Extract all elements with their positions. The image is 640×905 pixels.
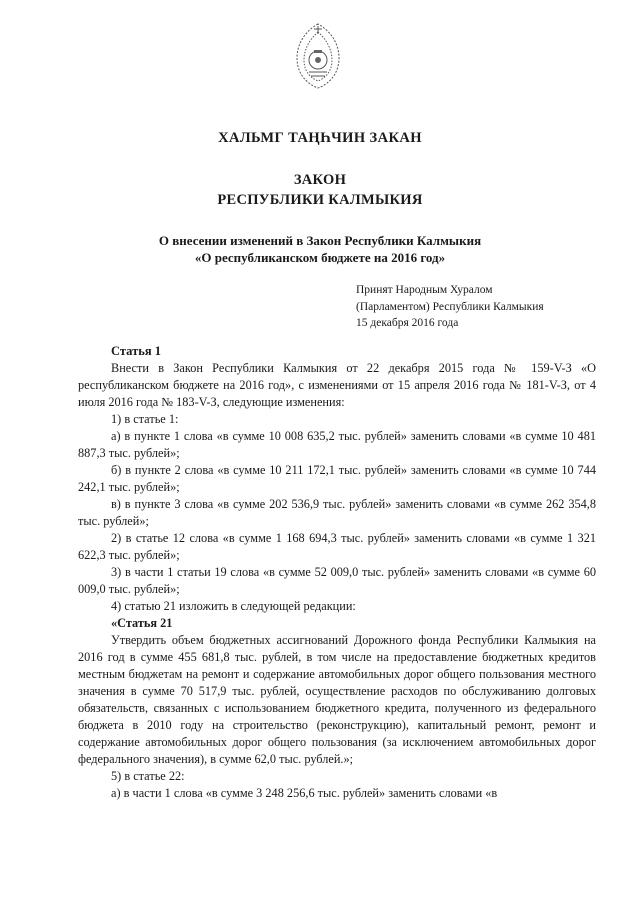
article-paragraph: 2) в статье 12 слова «в сумме 1 168 694,3 тыс. рублей» заменить словами «в сумме 1 321 622,3 тыс. рублей»; — [78, 531, 596, 562]
article-paragraph: а) в части 1 слова «в сумме 3 248 256,6 тыс. рублей» заменить словами «в — [111, 786, 498, 800]
law-title — [0, 170, 640, 210]
article-paragraph: 1) в статье 1: — [111, 412, 179, 426]
article-paragraph: 4) статью 21 изложить в следующей редакции: — [111, 599, 356, 613]
quoted-article-title: «Статья 21 — [111, 616, 173, 630]
article-paragraph: 3) в части 1 статьи 19 слова «в сумме 52 009,0 тыс. рублей» заменить словами «в сумме 60 009,0 тыс. рублей»; — [78, 565, 596, 596]
article-paragraph: в) в пункте 3 слова «в сумме 202 536,9 тыс. рублей» заменить словами «в сумме 262 354,8 тыс. рублей»; — [78, 497, 596, 528]
law-subject — [0, 232, 640, 266]
article-body — [78, 360, 596, 802]
adoption-date: 15 декабря 2016 года — [356, 317, 459, 329]
article-paragraph: б) в пункте 2 слова «в сумме 10 211 172,1 тыс. рублей» заменить словами «в сумме 10 744 242,1 тыс. рублей»; — [78, 463, 596, 494]
article-paragraph: а) в пункте 1 слова «в сумме 10 008 635,2 тыс. рублей» заменить словами «в сумме 10 481 887,3 тыс. рублей»; — [78, 429, 596, 460]
kalmyk-title: ХАЛЬМГ ТАҢҺЧИН ЗАКАН — [218, 130, 422, 146]
emblem-icon — [289, 20, 347, 92]
article-paragraph: Внести в Закон Республики Калмыкия от 22 декабря 2015 года № 159-V-З «О республиканском бюджете на 2016 год», с изменениями от 15 апреля 2016 года № 181-V-З, от 4 июля 2016 года № 183-V-З, следующие изменения: — [78, 361, 596, 409]
article-paragraph: 5) в статье 22: — [111, 769, 185, 783]
adoption-line2: (Парламентом) Республики Калмыкия — [356, 300, 544, 313]
adoption-line1: Принят Народным Хуралом — [356, 284, 493, 296]
adoption-note — [356, 282, 544, 332]
law-subject-line2: «О республиканском бюджете на 2016 год» — [194, 250, 446, 265]
article-title: Статья 1 — [111, 344, 161, 358]
law-subject-line1: О внесении изменений в Закон Республики Калмыкия — [158, 233, 482, 248]
article-paragraph: Утвердить объем бюджетных ассигнований Дорожного фонда Республики Калмыкия на 2016 год в сумме 455 681,8 тыс. рублей, в том числе на предоставление бюджетных кредитов местным бюджетам на ремонт и содержание автомобильных дорог общего пользования местного значения в сумме 70 517,9 тыс. рублей, осуществление расходов по обслуживанию долговых обязательств, связанных с использованием бюджетного кредита, полученного из федерального бюджета в 2010 году на строительство (реконструкцию), капитальный ремонт, ремонт и содержание автомобильных дорог общего пользования (за исключением автомобильных дорог федерального значения), в сумме 62,0 тыс. рублей.»; — [78, 633, 596, 766]
law-title-line2: РЕСПУБЛИКИ КАЛМЫКИЯ — [217, 192, 423, 208]
law-title-line1: ЗАКОН — [293, 172, 347, 188]
